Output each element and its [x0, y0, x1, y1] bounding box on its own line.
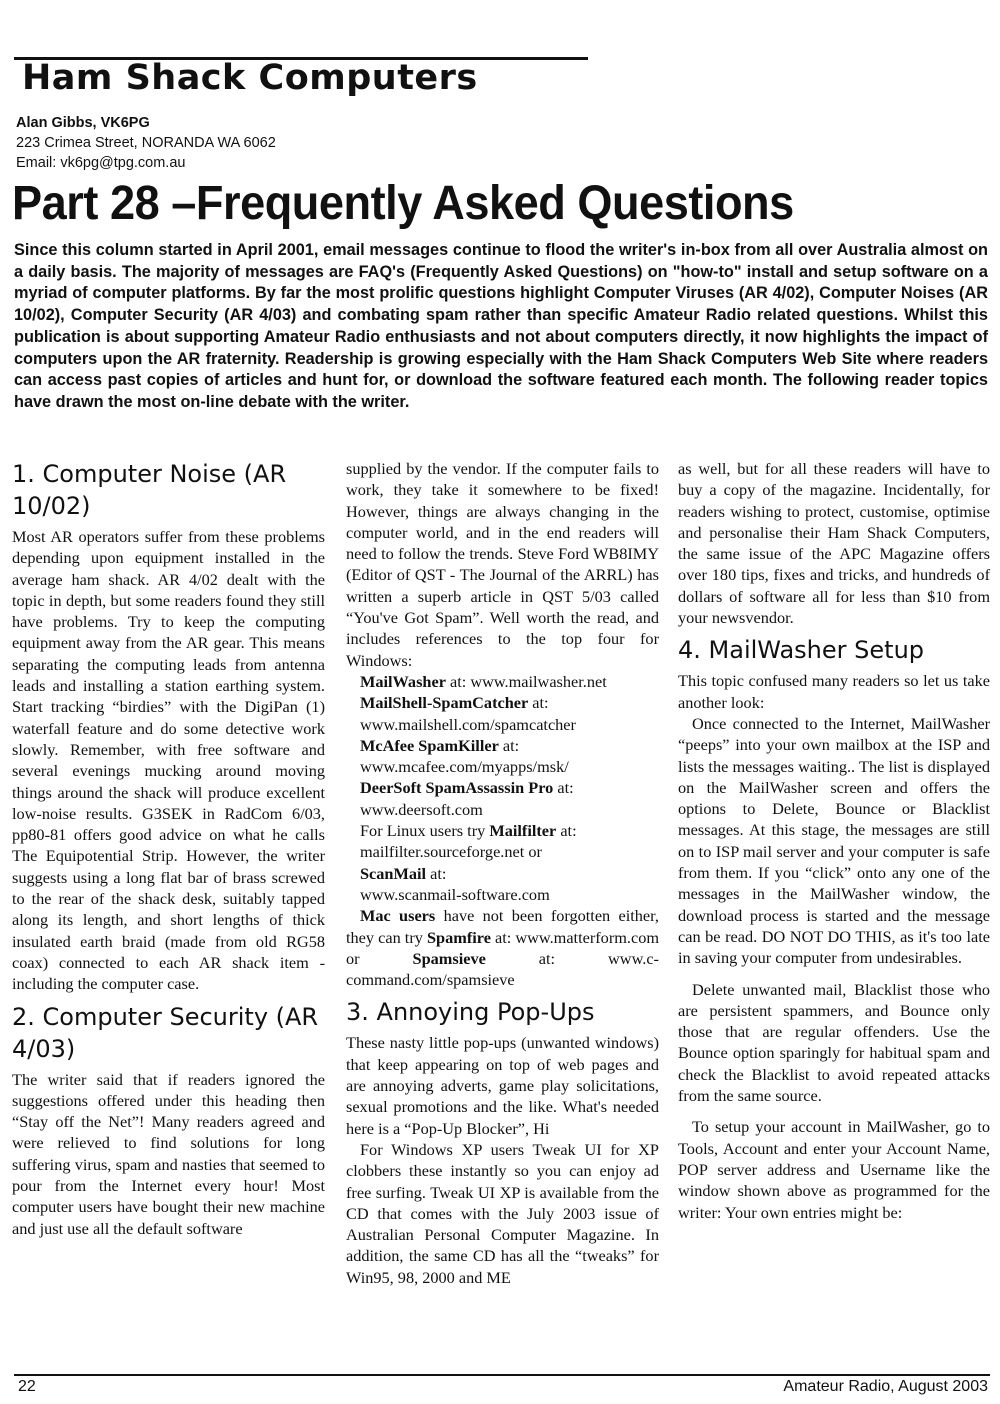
author-block [16, 113, 276, 173]
column-title: Ham Shack Computers [22, 58, 478, 98]
section-2-paragraph-1: The writer said that if readers ignored the suggestions offered under this heading then “Stay off the Net”! Many readers agreed and were relieved to find solutions for long suffering virus, spam and nasties that seemed to pour from the Internet every hour! Most computer users have bought their new machine and just use all the default software [12, 1069, 325, 1238]
product-url: mailfilter.sourceforge.net or [360, 842, 542, 862]
product-at-text: at: [553, 778, 574, 798]
product-at-text: at: [498, 735, 520, 755]
product-url: www.deersoft.com [360, 799, 483, 819]
section-4-heading: 4. MailWasher Setup [678, 636, 925, 665]
product-at-text: at: [426, 863, 447, 883]
mac-users-paragraph [346, 905, 659, 990]
product-name: ScanMail [360, 863, 427, 883]
section-3-heading: 3. Annoying Pop-Ups [346, 998, 595, 1027]
section-4-paragraph-1: This topic confused many readers so let us take another look: [678, 671, 990, 712]
product-name: Spamfire [427, 927, 491, 947]
author-name: Alan Gibbs, VK6PG [16, 115, 150, 131]
product-url: www.mailshell.com/spamcatcher [360, 714, 576, 734]
author-address: 223 Crimea Street, NORANDA WA 6062 [16, 135, 276, 151]
product-name: McAfee SpamKiller [360, 735, 499, 755]
section-4-paragraph-4: To setup your account in MailWasher, go to Tools, Account and enter your Account Name, POP server address and Username like the window shown above as programmed for the writer: Your own entries might be: [678, 1117, 990, 1222]
footer-rule [14, 1374, 990, 1376]
list-item-mailwasher [360, 671, 659, 692]
section-2-heading: 2. Computer Security (AR 4/03) [12, 1002, 319, 1063]
section-3-paragraph-1: These nasty little pop-ups (unwanted windows) that keep appearing on top of web pages and are annoying adverts, game play solicitations, sexual promotions and the like. What's needed here is a “Pop-Up Blocker”, Hi [346, 1033, 659, 1138]
page-number: 22 [18, 1378, 36, 1395]
product-name: Mailfilter [489, 821, 557, 841]
list-item-mailfilter [360, 820, 659, 841]
paragraph-gap [678, 1106, 990, 1116]
product-at-text: at: [556, 821, 577, 841]
product-url: www.mcafee.com/myapps/msk/ [360, 757, 569, 777]
product-url: www.scanmail-software.com [360, 884, 550, 904]
mac-text-3: at: www.c-command.com/spamsieve [346, 948, 659, 990]
mac-text-1: have not been forgotten either, they can try [346, 906, 660, 947]
list-item-mailshell [360, 692, 659, 713]
product-link-text: at: www.mailwasher.net [445, 671, 607, 691]
list-item-mcafee [360, 735, 659, 756]
section-4-paragraph-3: Delete unwanted mail, Blacklist those who are persistent spammers, and Bounce only those that are regular offenders. Use the Bounce option sparingly for habitual spam and check the Blacklist to avoid repeated attacks from the same source. [678, 979, 990, 1106]
section-3-paragraph-2: For Windows XP users Tweak UI for XP clobbers these instantly so you can enjoy ad free surfing. Tweak UI XP is available from the CD that comes with the July 2003 issue of Australian Personal Computer Magazine. In addition, the same CD has all the “tweaks” for Win95, 98, 2000 and ME [346, 1139, 659, 1287]
magazine-issue: Amateur Radio, August 2003 [783, 1378, 988, 1395]
paragraph-gap [678, 969, 990, 979]
section-3-paragraph-3: as well, but for all these readers will have to buy a copy of the magazine. Incidentally, for readers wishing to protect, customise, optimise and personalise their Ham Shack Computers, the same issue of the APC Magazine offers over 180 tips, fixes and tricks, and hundreds of dollars of software all for less than $10 from your newsvendor. [678, 459, 990, 628]
mac-users-label: Mac users [360, 906, 436, 926]
product-name: Spamsieve [412, 948, 486, 968]
article-title: Part 28 –Frequently Asked Questions [12, 177, 794, 230]
column-2 [346, 458, 659, 1288]
section-4-paragraph-2: Once connected to the Internet, MailWasher “peeps” into your own mailbox at the ISP and lists the messages waiting.. The list is displayed on the MailWasher screen and offers the options to Delete, Bounce or Blacklist messages. At this stage, the messages are still on to ISP mail server and your computer is safe from them. If you “click” onto any one of the messages in the MailWasher window, the download process is started and the message can be read. DO NOT DO THIS, as it's too late in saving your computer from undesirables. [678, 713, 990, 968]
column-1 [12, 458, 325, 1239]
product-name: MailWasher [360, 671, 446, 691]
list-item-deersoft [360, 777, 659, 798]
author-email: Email: vk6pg@tpg.com.au [16, 155, 186, 171]
column-3 [678, 458, 990, 1223]
product-name: DeerSoft SpamAssassin Pro [360, 778, 554, 798]
linux-intro-text: For Linux users try [360, 821, 490, 841]
section-2-paragraph-2: supplied by the vendor. If the computer fails to work, they take it somewhere to be fixed! However, things are always changing in the computer world, and in the end readers will need to follow the trends. Steve Ford WB8IMY (Editor of QST - The Journal of the ARRL) has written a superb article in QST 5/03 called “You've Got Spam”. Well worth the read, and includes references to the top four for Windows: [346, 459, 659, 670]
section-1-paragraph: Most AR operators suffer from these problems depending upon equipment installed in the average ham shack. AR 4/02 dealt with the topic in depth, but some readers found they still have problems. Try to keep the computing equipment away from the AR gear. This means separating the computing leads from antenna leads and installing a station earthing system. Start tracking “birdies” with the DigiPan (1) waterfall feature and do some detective work slowly. Remember, with free software and several evenings mucking around moving things around the shack will produce excellent low-noise results. G3SEK in RadCom 6/03, pp80-81 offers good advice on what he calls The Equipotential Strip. However, the writer suggests using a long flat bar of brass screwed to the rear of the shack desk, suitably tapped along its length, and short lengths of thick insulated earth braid (made from old RG58 coax) connected to each AR shack item - including the computer case. [12, 527, 325, 994]
product-name: MailShell-SpamCatcher [360, 693, 529, 713]
article-intro: Since this column started in April 2001, email messages continue to flood the writer's in-box from all over Australia almost on a daily basis. The majority of messages are FAQ's (Frequently Asked Questions) on "how-to" install and setup software on a myriad of computer platforms. By far the most prolific questions highlight Computer Viruses (AR 4/02), Computer Noises (AR 10/02), Computer Security (AR 4/03) and combating spam rather than specific Amateur Radio related questions. Whilst this publication is about supporting Amateur Radio enthusiasts and not about computers directly, it now highlights the impact of computers upon the AR fraternity. Readership is growing especially with the Ham Shack Computers Web Site where readers can access past copies of articles and hunt for, or download the software featured each month. The following reader topics have drawn the most on-line debate with the writer. [14, 241, 988, 411]
product-at-text: at: [528, 693, 549, 713]
mac-text-2: at: www.matterform.com or [346, 927, 660, 968]
section-1-heading: 1. Computer Noise (AR 10/02) [12, 460, 287, 520]
list-item-scanmail [360, 863, 659, 884]
